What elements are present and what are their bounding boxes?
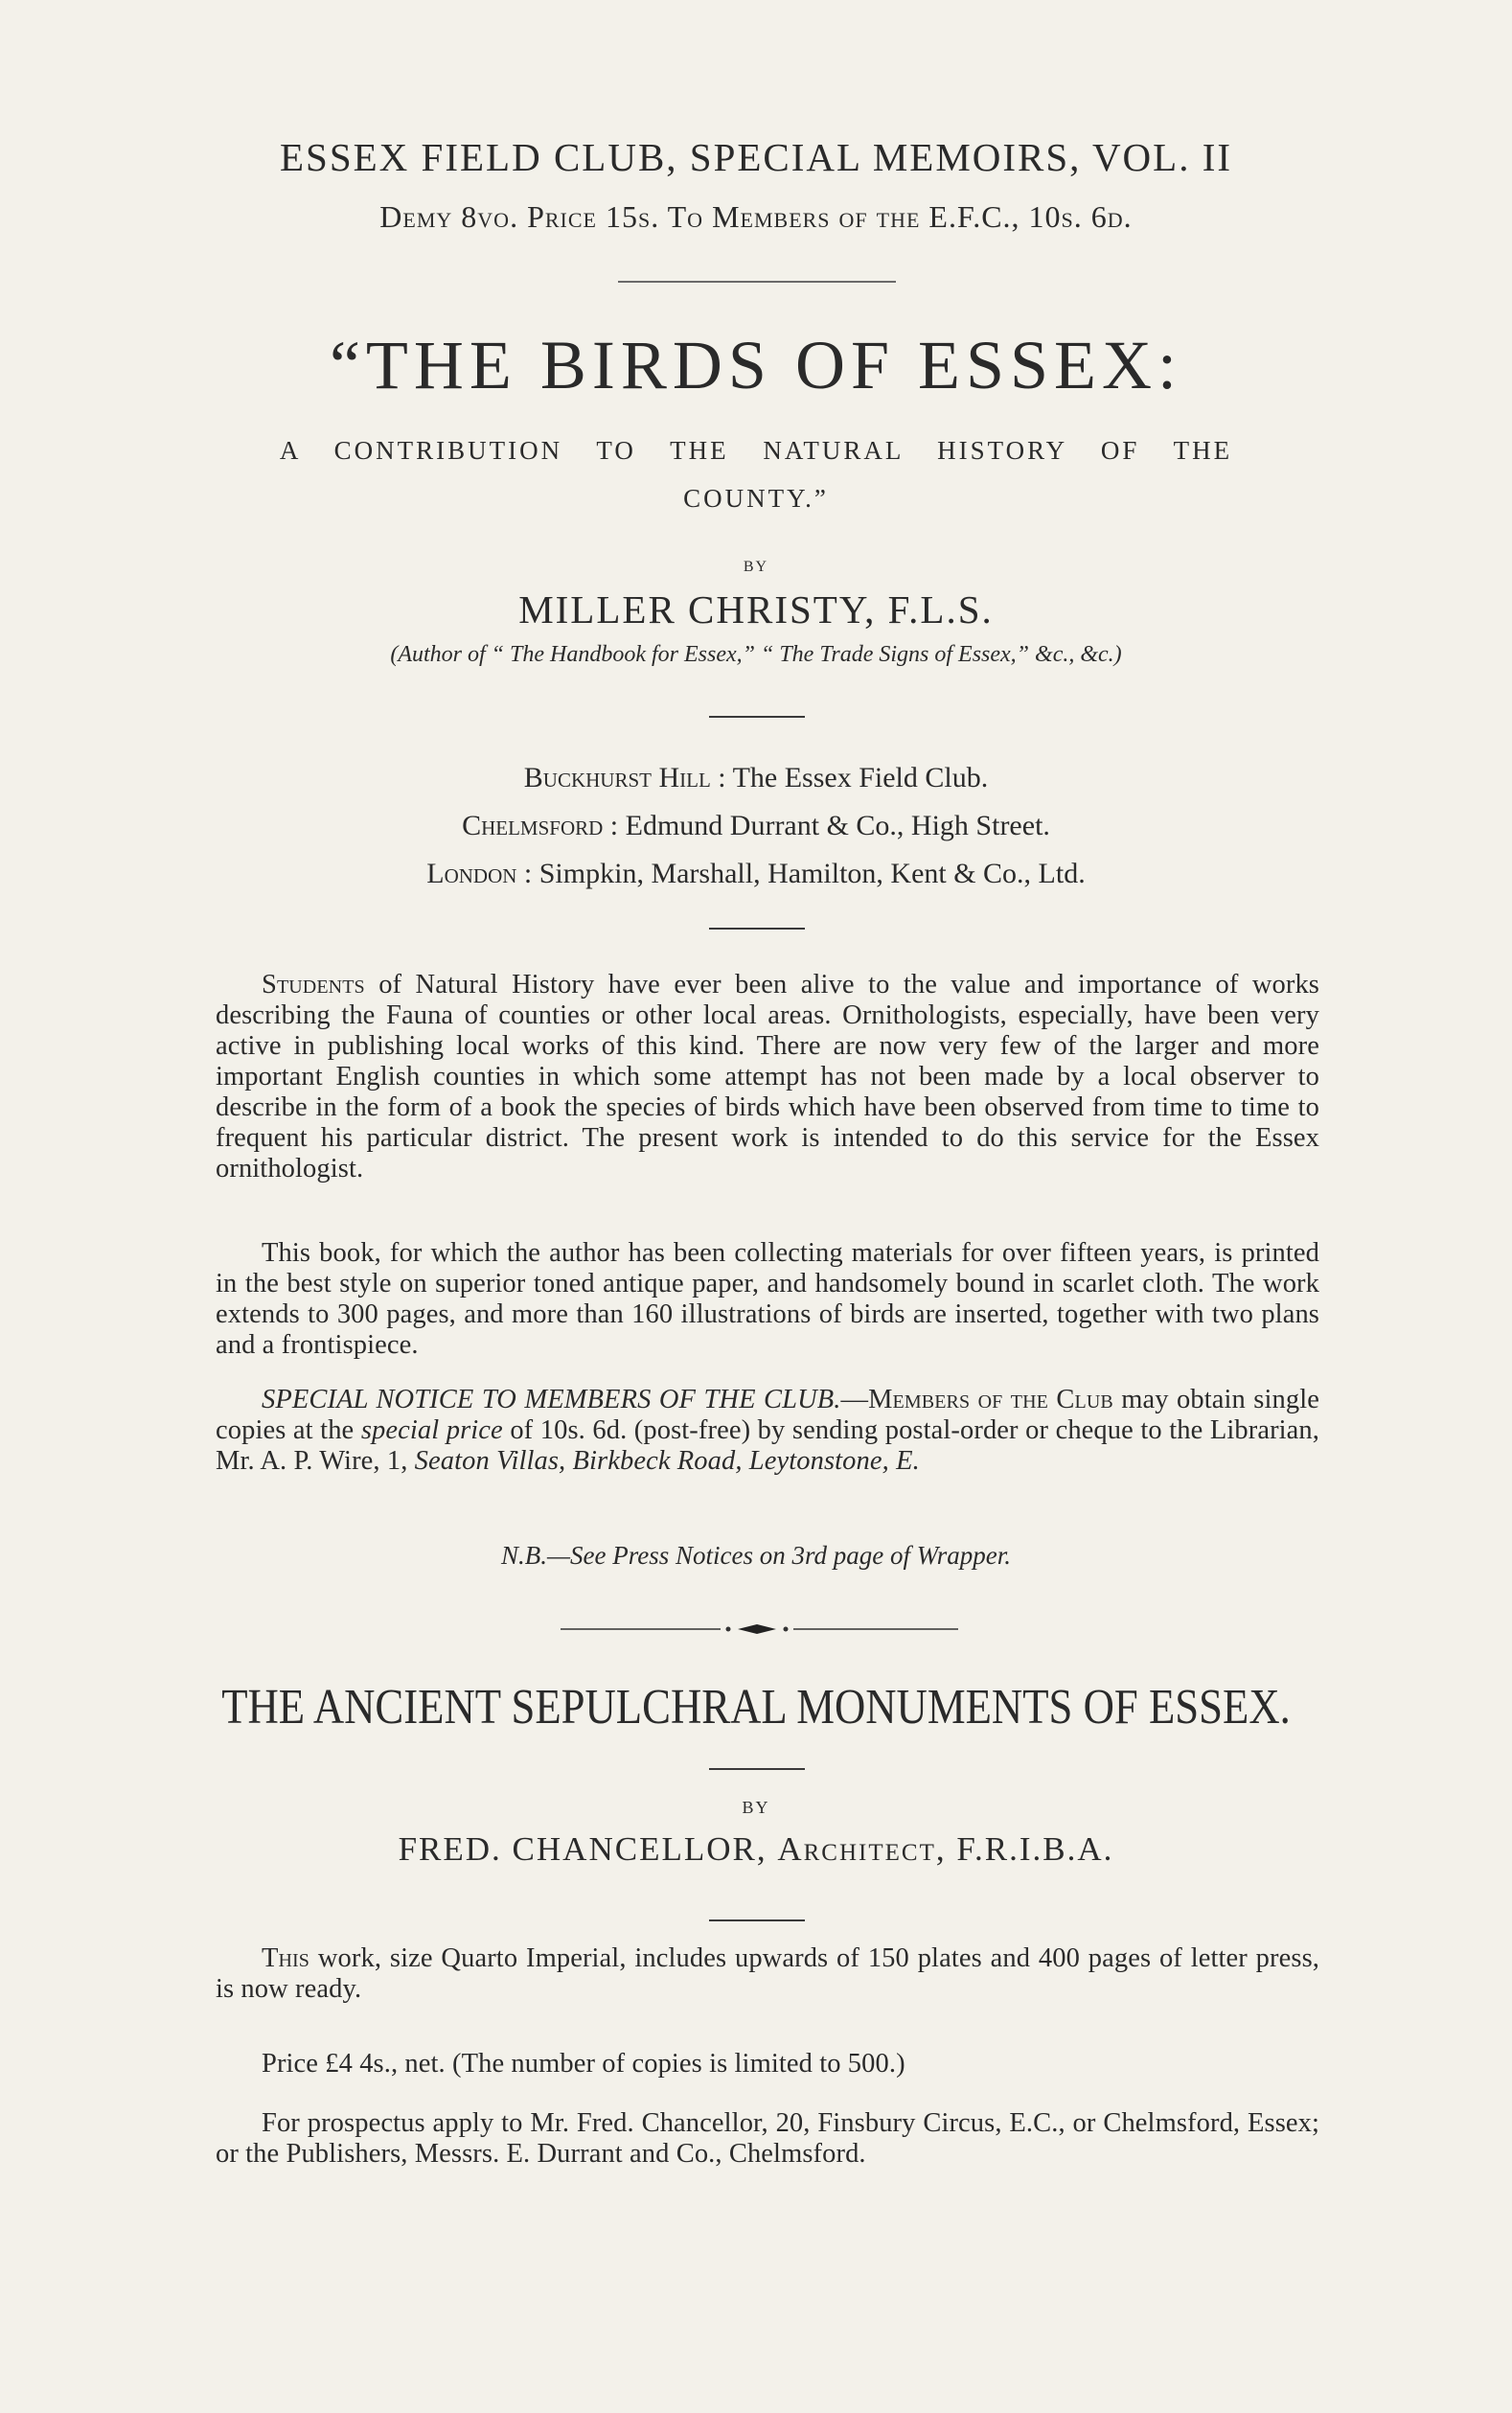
author-credentials: F.R.I.B.A. [956, 1830, 1114, 1868]
notice-heading: SPECIAL NOTICE TO MEMBERS OF THE CLUB. [262, 1385, 841, 1414]
publisher-name: Edmund Durrant & Co., High Street. [625, 810, 1050, 841]
series-title: ESSEX FIELD CLUB, SPECIAL MEMOIRS, VOL. II [279, 135, 1233, 179]
book-subtitle-line2: COUNTY.” [683, 484, 829, 513]
book2-price [216, 2049, 1319, 2080]
book-title: “THE BIRDS OF ESSEX: [329, 327, 1183, 403]
publisher-line [0, 762, 1512, 794]
special-notice [216, 1385, 1319, 1477]
price-line: Demy 8vo. Price 15s. To Members of the E.F.C., 10s. 6d. [379, 199, 1133, 234]
notice-special-price: special price [360, 1415, 503, 1445]
ornamental-divider [0, 1620, 1512, 1639]
paragraph-text: of Natural History have ever been alive to the value and importance of works describing the Fauna of counties or other local areas. Ornithologists, especially, have been very active in publishing local works of this kind. There are now very few of the larger and more important English counties in which some attempt has not been made by a local observer to describe in the form of a book the species of birds which have been observed from time to time to frequent his particular district. The present work is intended to do this service for the Essex ornithologist. [216, 970, 1319, 1184]
nb-line: N.B.—See Press Notices on 3rd page of Wrapper. [501, 1541, 1011, 1570]
notice-text: of 10s. 6d. (post-free) by sending postal-order or cheque to the Librarian, Mr. A. P. Wire, 1, [216, 1415, 1320, 1476]
lead-word: This [262, 1943, 310, 1973]
lead-word: Students [262, 970, 365, 1000]
author-name: FRED. CHANCELLOR, [398, 1830, 767, 1868]
description-paragraph [216, 970, 1319, 1184]
notice-address: Seaton Villas, Birkbeck Road, Leytonstone, E. [414, 1446, 920, 1476]
prospectus-text: For prospectus apply to Mr. Fred. Chancellor, 20, Finsbury Circus, E.C., or Chelmsford, Essex; or the Publishers, Messrs. E. Durrant and Co., Chelmsford. [216, 2108, 1319, 2169]
divider [709, 1919, 805, 1921]
book-subtitle-line1: A CONTRIBUTION TO THE NATURAL HISTORY OF THE [279, 436, 1233, 465]
book2-prospectus [216, 2108, 1319, 2170]
book2-author [0, 1830, 1512, 1869]
publisher-place: Chelmsford : [462, 810, 619, 841]
divider [709, 716, 805, 718]
book2-title: THE ANCIENT SEPULCHRAL MONUMENTS OF ESSEX. [221, 1680, 1291, 1735]
book2-description [216, 1943, 1319, 2005]
by-label: BY [743, 559, 769, 575]
publisher-line [0, 810, 1512, 842]
publisher-place: Buckhurst Hill : [523, 762, 726, 793]
publisher-name: The Essex Field Club. [732, 762, 989, 793]
author-note: (Author of “ The Handbook for Essex,” “ The Trade Signs of Essex,” &c., &c.) [390, 642, 1122, 667]
by-label: BY [742, 1798, 770, 1817]
notice-text: may obtain single copies at the [216, 1385, 1319, 1445]
author-profession: Architect, [777, 1830, 947, 1868]
price-text: Price £4 4s., net. (The number of copies is limited to 500.) [262, 2049, 905, 2079]
divider [709, 1768, 805, 1770]
divider [709, 928, 805, 930]
description-paragraph [216, 1238, 1319, 1361]
publisher-line [0, 858, 1512, 890]
author-name: MILLER CHRISTY, F.L.S. [518, 587, 994, 632]
paragraph-text: work, size Quarto Imperial, includes upwards of 150 plates and 400 pages of letter press, is now ready. [216, 1943, 1319, 2004]
paragraph-text: This book, for which the author has been collecting materials for over fifteen years, is printed in the best style on superior toned antique paper, and handsomely bound in scarlet cloth. The work extends to 300 pages, and more than 160 illustrations of birds are inserted, together with two plans and a frontispiece. [216, 1238, 1319, 1360]
notice-caps: —Members of the Club [840, 1385, 1113, 1414]
publisher-name: Simpkin, Marshall, Hamilton, Kent & Co., Ltd. [538, 858, 1086, 889]
divider [618, 281, 896, 283]
publisher-place: London : [426, 858, 533, 889]
